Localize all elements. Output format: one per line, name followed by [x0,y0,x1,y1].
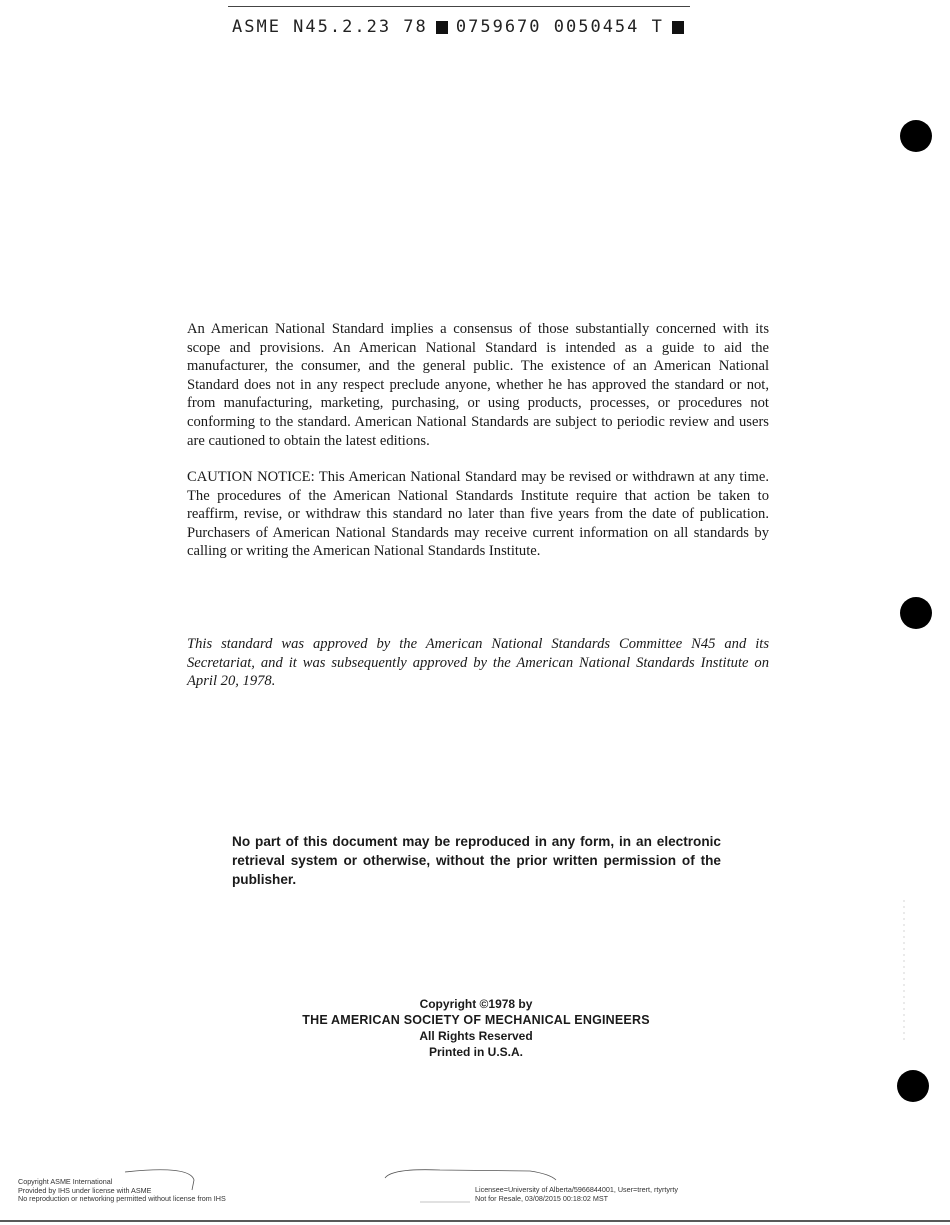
redaction-block [436,21,448,34]
footer-line: Not for Resale, 03/08/2015 00:18:02 MST [475,1193,609,1203]
consensus-paragraph: An American National Standard implies a consensus of those substantially concerned with its scope and provisions. An American National Standard is intended as a guide to aid the manufacturer, the consumer, and the general public. The existence of an American National Standard does not in any respect preclude anyone, whether he has approved the standard or not, from manufacturing, marketing, purchasing, or using products, processes, or procedures not conforming to the standard. American National Standards are subject to periodic review and users are cautioned to obtain the latest editions. [187,321,769,449]
header-code-right: 0759670 0050454 T [455,17,664,37]
footer-line: Provided by IHS under license with ASME [18,1185,152,1195]
approval-note: This standard was approved by the American National Standards Committee N45 and its Secretariat, and it was subsequently approved by the American National Standards Institute on April 20, 1978. [187,636,769,690]
printed-line: Printed in U.S.A. [428,1045,523,1059]
redaction-block [672,21,684,34]
reproduction-notice: No part of this document may be reproduced in any form, in an electronic retrieval system or otherwise, without the prior written permission of the publisher. [232,834,721,887]
footer-license-right [475,1186,735,1203]
caution-notice-paragraph: CAUTION NOTICE: This American National Standard may be revised or withdrawn at any time. The procedures of the American National Standards Institute require that action be taken to reaffirm, revise, or withdraw this standard no later than five years from the date of publication. Purchasers of American National Standards may receive current information on all standards by calling or writing the American National Standards Institute. [187,469,769,560]
punch-hole-top [900,120,932,152]
punch-hole-middle [900,597,932,629]
header-code-left: ASME N45.2.23 78 [232,17,428,37]
copyright-line: Copyright ©1978 by [419,997,533,1011]
footer-line: Copyright ASME International [18,1177,113,1186]
footer-license-left [18,1178,278,1204]
header-document-code [232,16,692,38]
publisher-name: THE AMERICAN SOCIETY OF MECHANICAL ENGINEERS [302,1013,650,1027]
rights-line: All Rights Reserved [419,1029,533,1043]
copyright-block [300,996,652,1060]
top-rule [228,6,690,7]
footer-line: No reproduction or networking permitted without license from IHS [18,1194,226,1204]
footer-line: Licensee=University of Alberta/5966844001, User=trert, rtyrtyrty [475,1185,678,1194]
punch-hole-bottom [897,1070,929,1102]
